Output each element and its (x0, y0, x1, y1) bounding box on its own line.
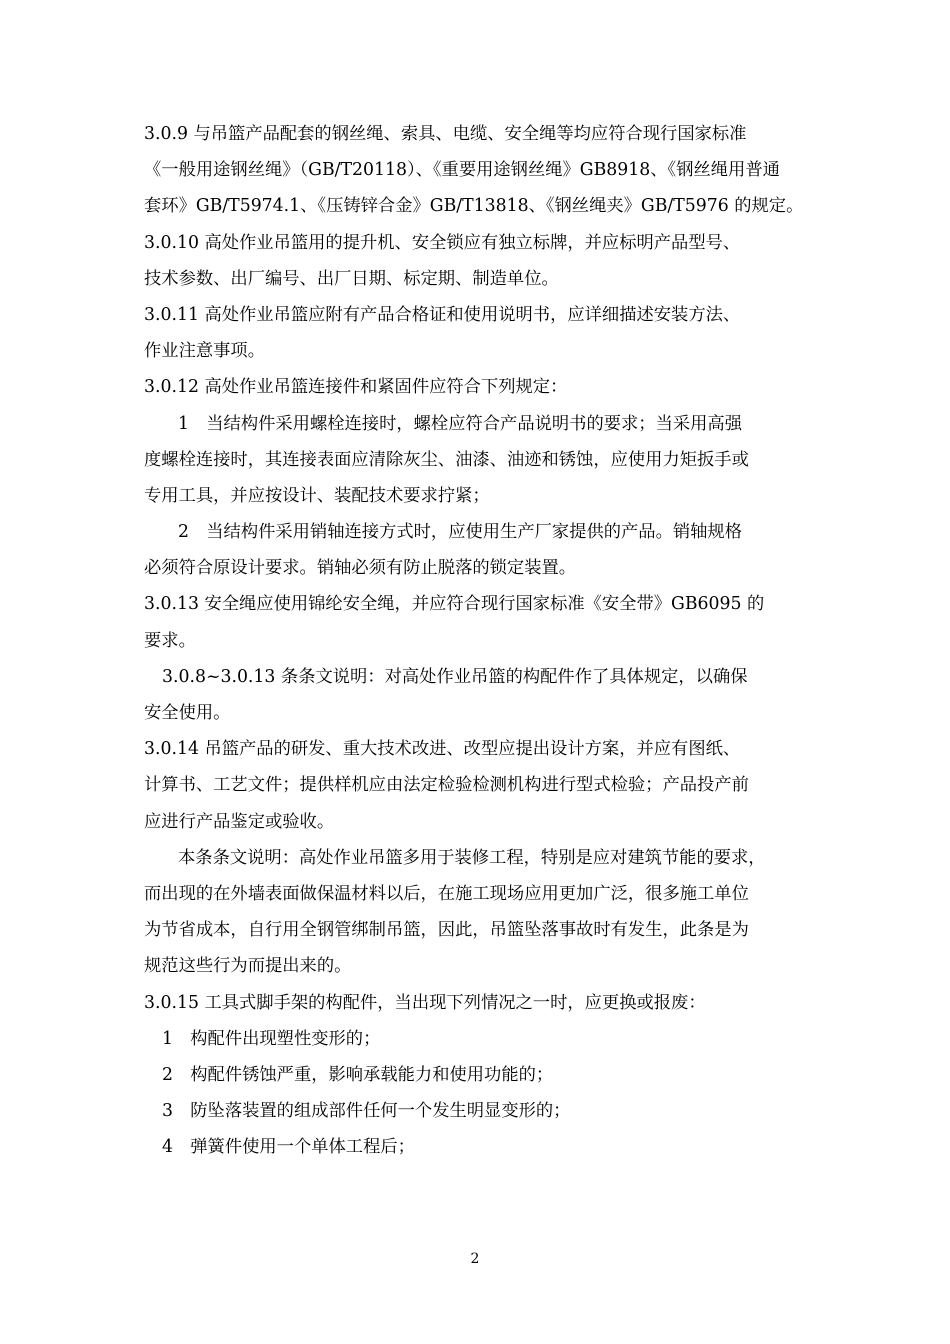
explanation-3-0-14-line-1: 本条条文说明：高处作业吊篮多用于装修工程，特别是应对建筑节能的要求， (178, 847, 766, 868)
body-text (144, 116, 809, 1165)
clause-3-0-13-line-1: 3.0.13 安全绳应使用锦纶安全绳，并应符合现行国家标准《安全带》GB6095 的 (144, 594, 765, 615)
explanation-3-0-8-13-line-2: 安全使用。 (144, 703, 231, 723)
clause-3-0-15-heading: 3.0.15 工具式脚手架的构配件，当出现下列情况之一时，应更换或报废： (144, 992, 706, 1013)
explanation-3-0-14-line-4: 规范这些行为而提出来的。 (144, 956, 352, 977)
explanation-3-0-8-13-line-1: 3.0.8~3.0.13 条条文说明：对高处作业吊篮的构配件作了具体规定，以确保 (162, 666, 748, 687)
clause-3-0-15-item-2: 2 构配件锈蚀严重，影响承载能力和使用功能的； (162, 1064, 554, 1085)
clause-3-0-12-item-2-line-1: 2 当结构件采用销轴连接方式时，应使用生产厂家提供的产品。销轴规格 (178, 522, 742, 543)
clause-3-0-12-item-2-line-2: 必须符合原设计要求。销轴必须有防止脱落的锁定装置。 (144, 558, 577, 579)
explanation-3-0-14-line-2: 而出现的在外墙表面做保温材料以后，在施工现场应用更加广泛，很多施工单位 (144, 883, 749, 904)
clause-3-0-12-item-1-line-1: 1 当结构件采用螺栓连接时，螺栓应符合产品说明书的要求；当采用高强 (178, 413, 742, 434)
clause-3-0-10-line-1: 3.0.10 高处作业吊篮用的提升机、安全锁应有独立标牌，并应标明产品型号、 (144, 232, 741, 253)
clause-3-0-11-line-2: 作业注意事项。 (144, 341, 265, 362)
clause-3-0-15-item-4: 4 弹簧件使用一个单体工程后； (162, 1137, 415, 1158)
clause-3-0-9-line-2: 《一般用途钢丝绳》（GB/T20118）、《重要用途钢丝绳》GB8918、《钢丝绳用普通 (144, 160, 780, 181)
clause-3-0-14-line-2: 计算书、工艺文件；提供样机应由法定检验检测机构进行型式检验；产品投产前 (144, 775, 749, 796)
explanation-3-0-14-line-3: 为节省成本，自行用全钢管绑制吊篮，因此，吊篮坠落事故时有发生，此条是为 (144, 920, 749, 941)
clause-3-0-10-line-2: 技术参数、出厂编号、出厂日期、标定期、制造单位。 (144, 268, 559, 289)
clause-3-0-15-item-3: 3 防坠落装置的组成部件任何一个发生明显变形的； (162, 1101, 571, 1122)
clause-3-0-9-line-1: 3.0.9 与吊篮产品配套的钢丝绳、索具、电缆、安全绳等均应符合现行国家标准 (144, 124, 747, 144)
clause-3-0-15-item-1: 1 构配件出现塑性变形的； (162, 1028, 381, 1049)
page-number: 2 (470, 1251, 480, 1267)
clause-3-0-11-line-1: 3.0.11 高处作业吊篮应附有产品合格证和使用说明书，应详细描述安装方法、 (144, 304, 741, 325)
clause-3-0-12-heading: 3.0.12 高处作业吊篮连接件和紧固件应符合下列规定： (144, 377, 568, 398)
clause-3-0-14-line-3: 应进行产品鉴定或验收。 (144, 811, 335, 832)
clause-3-0-9-line-3: 套环》GB/T5974.1、《压铸锌合金》GB/T13818、《钢丝绳夹》GB/T5976 的规定。 (144, 196, 804, 217)
clause-3-0-13-line-2: 要求。 (144, 630, 196, 651)
clause-3-0-14-line-1: 3.0.14 吊篮产品的研发、重大技术改进、改型应提出设计方案，并应有图纸、 (144, 739, 741, 760)
clause-3-0-12-item-1-line-2: 度螺栓连接时，其连接表面应清除灰尘、油漆、油迹和锈蚀，应使用力矩扳手或 (144, 449, 749, 470)
clause-3-0-12-item-1-line-3: 专用工具，并应按设计、装配技术要求拧紧； (144, 485, 490, 506)
